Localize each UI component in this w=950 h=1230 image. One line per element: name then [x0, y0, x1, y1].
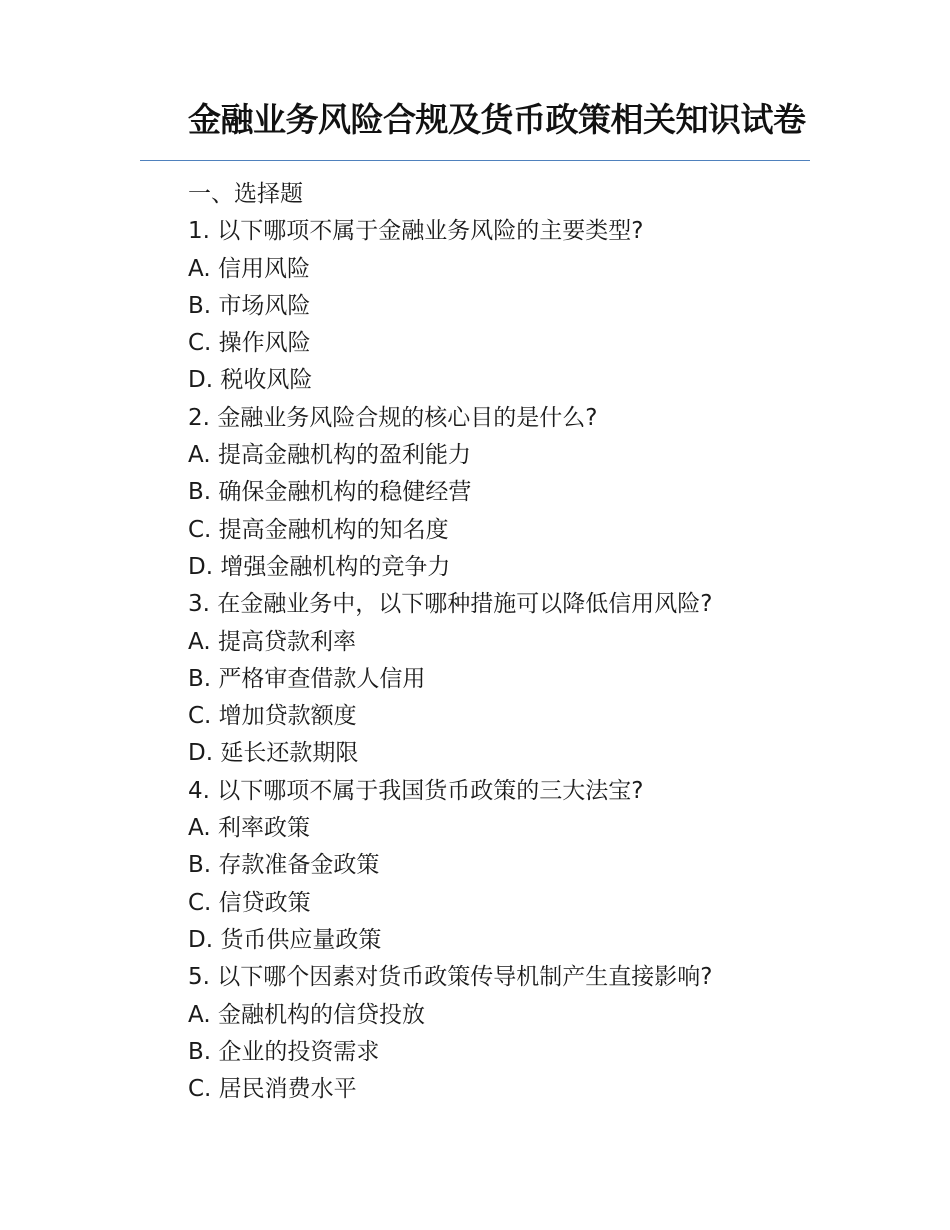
option-d: D. 货币供应量政策 [188, 926, 382, 953]
question-stem: 3. 在金融业务中，以下哪种措施可以降低信用风险? [188, 591, 713, 618]
option-b: B. 市场风险 [188, 292, 311, 319]
option-c: C. 增加贷款额度 [188, 703, 357, 730]
option-a: A. 信用风险 [188, 255, 310, 282]
question-3 [188, 586, 888, 772]
question-2 [188, 400, 888, 586]
document-title: 金融业务风险合规及货币政策相关知识试卷 [188, 100, 806, 139]
option-b: B. 存款准备金政策 [188, 852, 380, 879]
option-a: A. 金融机构的信贷投放 [188, 1001, 425, 1028]
option-d: D. 延长还款期限 [188, 740, 359, 767]
option-c: C. 居民消费水平 [188, 1076, 357, 1103]
option-b: B. 严格审查借款人信用 [188, 665, 426, 692]
option-c: C. 操作风险 [188, 330, 311, 357]
option-d: D. 税收风险 [188, 367, 313, 394]
title-block [0, 100, 950, 164]
option-a: A. 提高贷款利率 [188, 628, 356, 655]
question-4 [188, 773, 888, 959]
document-body [188, 176, 888, 1108]
question-5 [188, 959, 888, 1108]
option-c: C. 提高金融机构的知名度 [188, 516, 449, 543]
question-1 [188, 213, 888, 399]
option-b: B. 确保金融机构的稳健经营 [188, 479, 472, 506]
question-stem: 4. 以下哪项不属于我国货币政策的三大法宝? [188, 777, 644, 804]
section-heading: 一、选择题 [188, 181, 303, 207]
title-divider [140, 160, 810, 161]
option-d: D. 增强金融机构的竞争力 [188, 553, 451, 580]
question-stem: 1. 以下哪项不属于金融业务风险的主要类型? [188, 218, 644, 245]
option-a: A. 利率政策 [188, 815, 310, 842]
option-a: A. 提高金融机构的盈利能力 [188, 442, 471, 469]
question-stem: 2. 金融业务风险合规的核心目的是什么? [188, 404, 598, 431]
option-c: C. 信贷政策 [188, 889, 311, 916]
question-stem: 5. 以下哪个因素对货币政策传导机制产生直接影响? [188, 964, 713, 991]
option-b: B. 企业的投资需求 [188, 1038, 380, 1065]
